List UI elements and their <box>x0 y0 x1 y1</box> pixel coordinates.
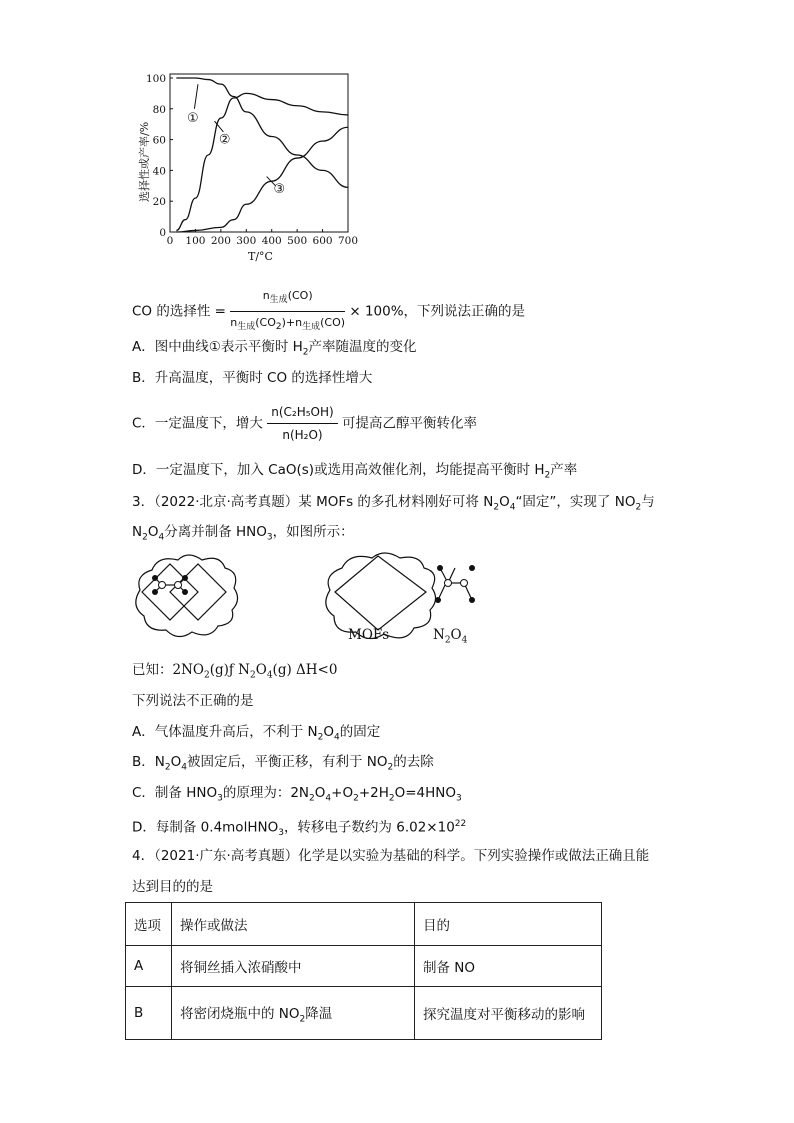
y-tick-label: 100 <box>145 73 166 85</box>
x-tick-label: 500 <box>287 235 308 247</box>
table-row <box>126 987 602 1040</box>
q3-option-c: C．制备 $HNO_3$的原理为：$2N_2O_4+O_2+2H_2O=4HNO_3$ <box>132 785 462 804</box>
header-option: 选项 <box>126 903 172 946</box>
chart-curves <box>176 78 348 232</box>
co-selectivity-formula <box>132 286 525 337</box>
x-tick-label: 600 <box>312 235 333 247</box>
q3-option-d: D．每制备 0.4molHNO$_3$，转移电子数约为 $6.02\times 10^{22}$ <box>132 819 467 839</box>
x-tick-label: 200 <box>210 235 231 247</box>
y-tick-label: 60 <box>152 134 166 147</box>
mofs-cloud-right <box>326 553 436 639</box>
fraction-numerator: $n_{生成}(CO)$ <box>230 286 345 312</box>
series-line-2 <box>176 93 348 230</box>
mofs-frame-right <box>335 556 426 630</box>
series-label-leader <box>194 84 198 109</box>
series-label: ② <box>218 132 231 148</box>
q3-ask: 下列说法不正确的是 <box>132 693 254 709</box>
x-tick-label: 400 <box>261 235 282 247</box>
y-tick-label: 0 <box>159 227 166 239</box>
q3-known: 已知：$2NO_2(g)ƒ$ $N_2O_4(g)$ ΔH<0 <box>132 662 338 681</box>
selectivity-yield-chart <box>130 62 360 267</box>
x-tick-label: 0 <box>166 235 174 247</box>
table-header-row <box>126 903 602 946</box>
y-axis-label: 选择性或产率/% <box>138 121 151 202</box>
x-axis-label: T/°C <box>248 250 273 263</box>
q2-option-a: A．图中曲线①表示平衡时 $H_2$产率随温度的变化 <box>132 339 417 358</box>
formula-prefix: CO 的选择性 = <box>132 303 226 320</box>
series-line-3 <box>176 127 348 232</box>
x-tick-label: 300 <box>236 235 257 247</box>
formula-suffix: × 100%，下列说法正确的是 <box>349 303 526 320</box>
q3-stem-line2: $N_2O_4$分离并制备 $HNO_3$，如图所示： <box>132 524 354 543</box>
cell-option: A <box>126 946 172 987</box>
y-tick-label: 20 <box>152 196 166 209</box>
fraction-denominator: $n_{生成}(CO_2)+n_{生成}(CO)$ <box>230 316 346 333</box>
x-tick-label: 100 <box>185 235 206 247</box>
y-tick-label: 80 <box>152 103 166 116</box>
cell-goal: 制备 NO <box>415 946 602 987</box>
q2-option-d: D．一定温度下，加入 CaO(s)或选用高效催化剂，均能提高平衡时 $H_2$产率 <box>132 462 578 481</box>
q4-options-table <box>125 902 602 1040</box>
q3-stem-line1: 3．（2022·北京·高考真题）某 MOFs 的多孔材料刚好可将 $N_2O_4“$固定”，实现了 $NO_2$与 <box>132 494 655 513</box>
header-goal: 目的 <box>415 903 602 946</box>
cell-goal: 探究温度对平衡移动的影响 <box>415 987 602 1040</box>
cell-operation: 将铜丝插入浓硝酸中 <box>172 946 415 987</box>
series-label: ① <box>187 111 199 127</box>
label-n2o4: $N_2O_4$ <box>433 627 468 646</box>
q3-option-a: A．气体温度升高后，不利于 $N_2O_4$的固定 <box>132 724 381 743</box>
y-tick-label: 40 <box>152 165 166 178</box>
label-mofs: MOFs <box>348 627 390 643</box>
cell-option: B <box>126 987 172 1040</box>
chart-ticks <box>146 73 358 247</box>
table-row <box>126 946 602 987</box>
ratio-fraction: $\frac{\text{n(C₂H₅OH)}}{\text{n(H₂O)}}$ <box>267 402 337 445</box>
q2-option-c: C．一定温度下，增大 $\frac{\text{n(C₂H₅OH)}}{\text{n(H₂O)}}$ 可提高乙醇平衡转化率 <box>132 402 477 445</box>
q4-stem-line2: 达到目的的是 <box>132 879 213 895</box>
chart-axes <box>170 74 348 232</box>
q3-option-b: B．$N_2O_4$被固定后，平衡正移，有利于 $NO_2$的去除 <box>132 754 434 773</box>
header-operation: 操作或做法 <box>172 903 415 946</box>
series-label: ③ <box>273 181 286 197</box>
selectivity-fraction <box>230 286 345 337</box>
x-tick-label: 700 <box>337 235 359 247</box>
plot-frame <box>170 74 348 232</box>
cell-operation: 将密闭烧瓶中的 $NO_2$降温 <box>172 987 415 1040</box>
q4-stem-line1: 4．（2021·广东·高考真题）化学是以实验为基础的科学。下列实验操作或做法正确且能 <box>132 848 650 864</box>
q2-option-b: B．升高温度，平衡时 CO 的选择性增大 <box>132 370 373 386</box>
